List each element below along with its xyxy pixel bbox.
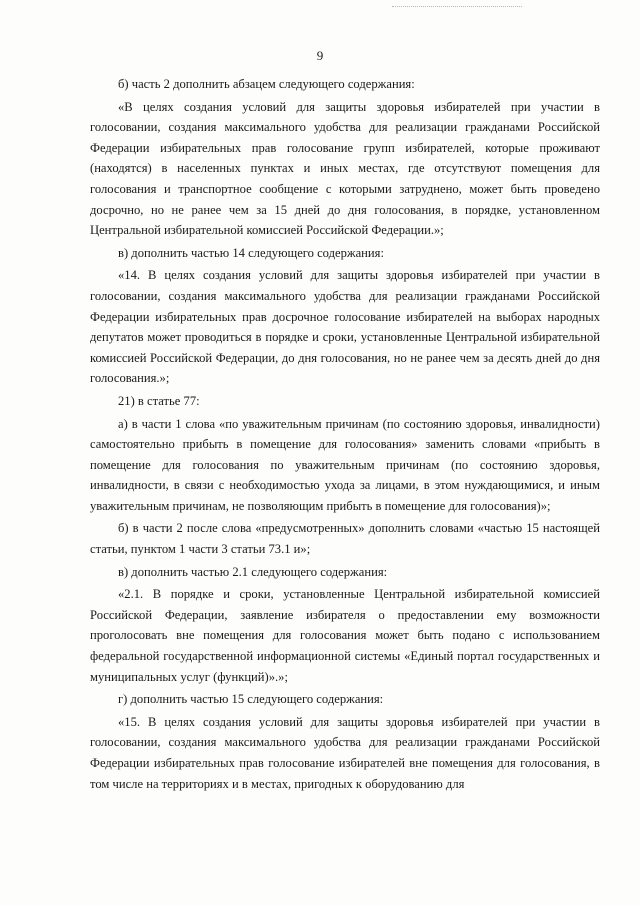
document-body [90, 74, 600, 796]
paragraph: в) дополнить частью 14 следующего содержания: [118, 245, 384, 260]
paragraph: «2.1. В порядке и сроки, установленные Центральной избирательной комиссией Российской Федерации, заявление избирателя о предоставлении ему возможности проголосовать вне помещения для голосования может быть подано с использованием федеральной государственной информационной системы «Единый портал государственных и муниципальных услуг (функций)».»; [90, 587, 600, 684]
paragraph: б) в части 2 после слова «предусмотренных» дополнить словами «частью 15 настоящей статьи, пунктом 1 части 3 статьи 73.1 и»; [90, 521, 600, 557]
paragraph: 21) в статье 77: [118, 393, 200, 408]
paragraph: б) часть 2 дополнить абзацем следующего содержания: [118, 77, 415, 91]
paragraph: «В целях создания условий для защиты здоровья избирателей при участии в голосовании, создания максимального удобства для реализации гражданами Российской Федерации избирательных прав голосование групп избирателей, которые проживают (находятся) в населенных пунктах и иных местах, где отсутствуют помещения для голосования и транспортное сообщение с которыми затруднено, может быть проведено досрочно, но не ранее чем за 15 дней до дня голосования, в порядке, установленном Центральной избирательной комиссией Российской Федерации.»; [90, 99, 600, 238]
paragraph: г) дополнить частью 15 следующего содержания: [118, 692, 384, 707]
paragraph: а) в части 1 слова «по уважительным причинам (по состоянию здоровья, инвалидности) самостоятельно прибыть в помещение для голосования» заменить словами «прибыть в помещение для голосования по уважительным причинам (по состоянию здоровья, инвалидности, в связи с необходимостью ухода за лицами, в этом нуждающимися, и иным уважительным причинам, не позволяющим прибыть в помещение для голосования)»; [90, 416, 600, 513]
scan-header-marks [392, 6, 522, 9]
paragraph: в) дополнить частью 2.1 следующего содержания: [118, 564, 388, 579]
page-number: 9 [316, 48, 324, 63]
paragraph: «14. В целях создания условий для защиты здоровья избирателей при участии в голосовании, создания максимального удобства для реализации гражданами Российской Федерации избирательных прав досрочное голосование избирателей на выборах народных депутатов может проводиться в порядке и сроки, установленные Центральной избирательной комиссией Российской Федерации, до дня голосования, но не ранее чем за десять дней до дня голосования.»; [90, 268, 600, 386]
paragraph: «15. В целях создания условий для защиты здоровья избирателей при участии в голосовании, создания максимального удобства для реализации гражданами Российской Федерации избирательных прав голосование избирателей вне помещения для голосования, в том числе на территориях и в местах, пригодных к оборудованию для [90, 714, 600, 791]
